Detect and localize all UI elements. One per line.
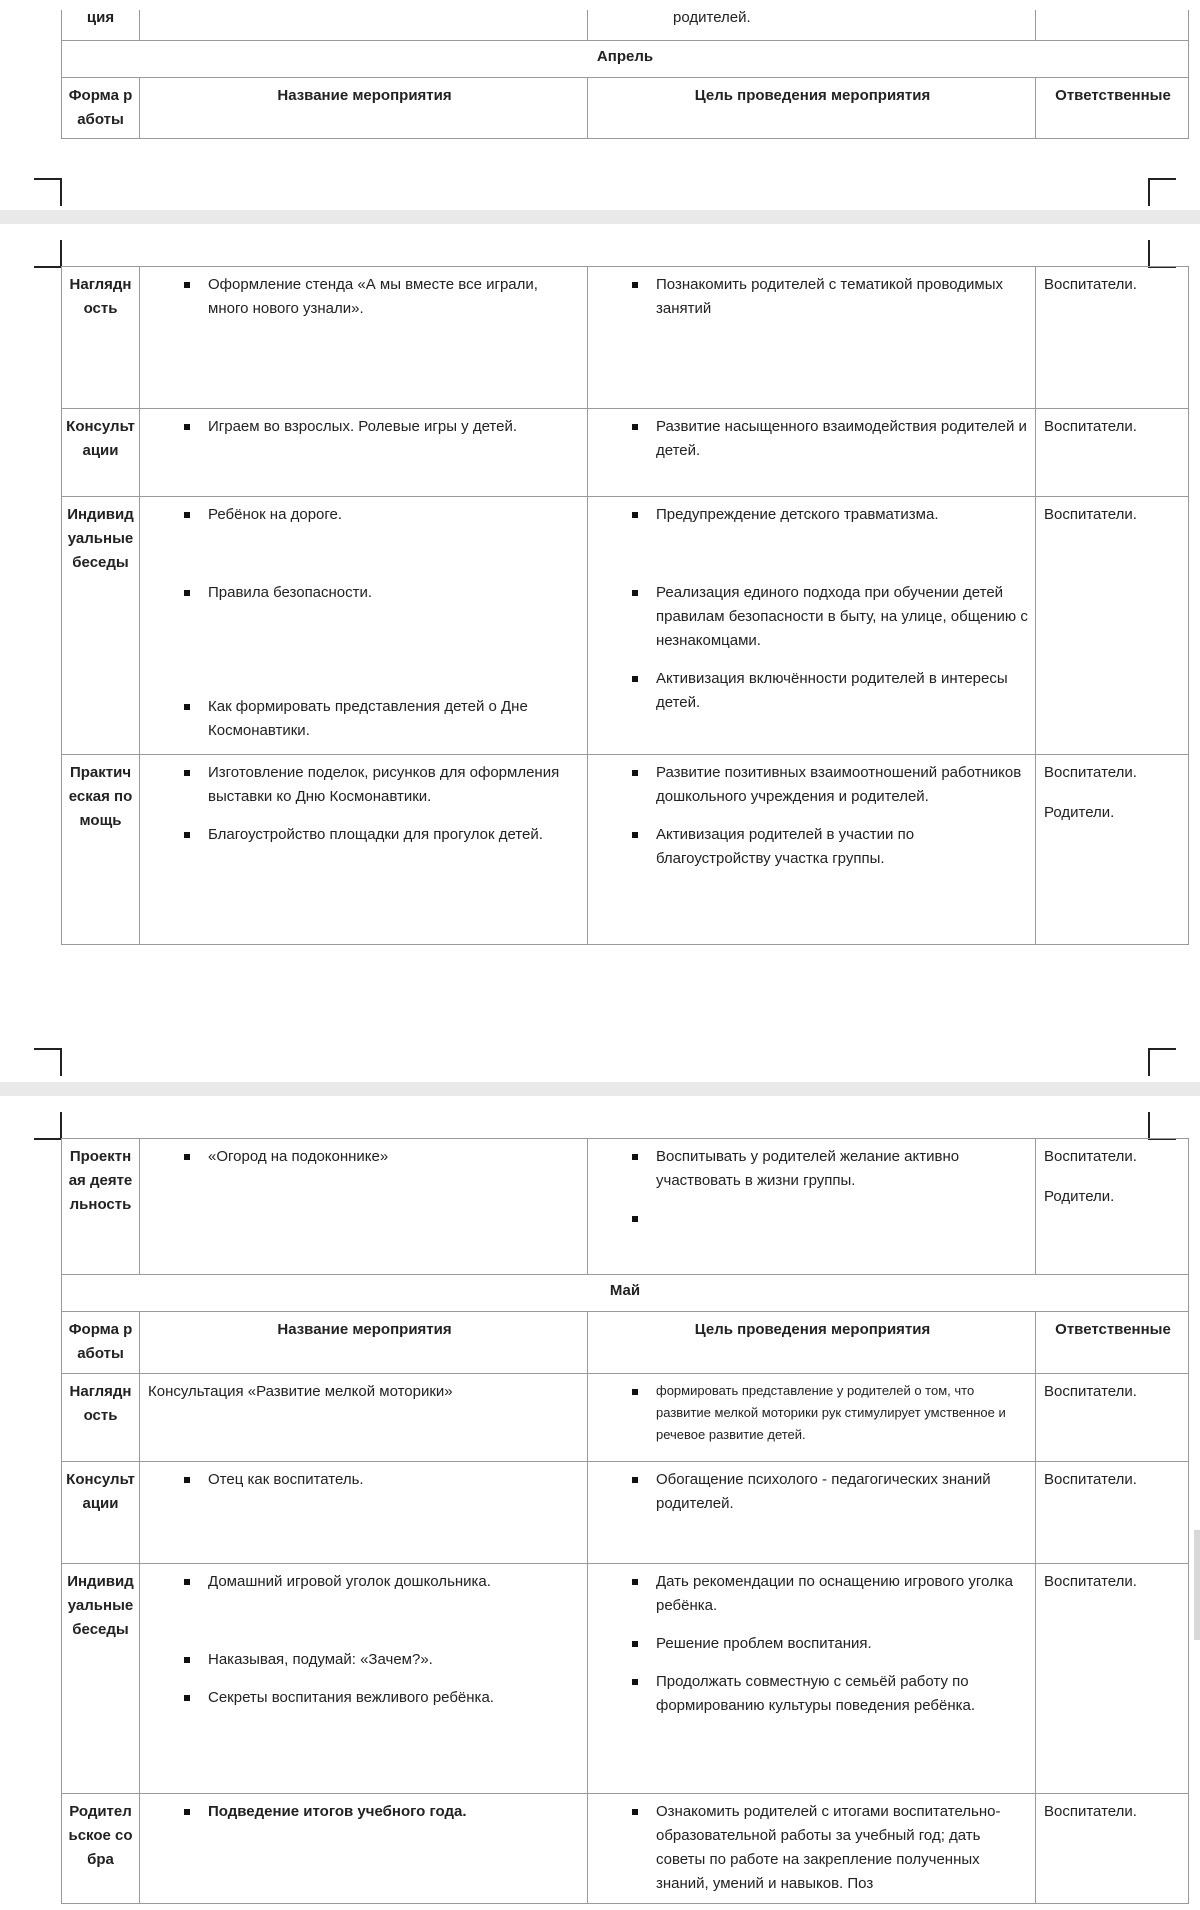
col-header-goal: Цель проведения мероприятия bbox=[588, 77, 1036, 138]
table-row: Наглядность Консультация «Развитие мелкой моторики» формировать представление у родителей о том, что развитие мелкой моторики рук стимулирует умственное и речевое развитие детей. Воспитатели. bbox=[62, 1374, 1189, 1462]
table-row: Проектная деятельность «Огород на подоконнике» Воспитывать у родителей желание активно участвовать в жизни группы. Воспитатели. Родители. bbox=[62, 1139, 1189, 1275]
table-row: Консультации Играем во взрослых. Ролевые игры у детей. Развитие насыщенного взаимодействия родителей и детей. Воспитатели. bbox=[62, 409, 1189, 497]
month-april: Апрель bbox=[62, 40, 1189, 77]
table-row: Наглядность Оформление стенда «А мы вместе все играли, много нового узнали». Познакомить родителей с тематикой проводимых занятий Воспитатели. bbox=[62, 267, 1189, 409]
april-table bbox=[61, 266, 1189, 945]
table-row: Индивидуальные беседы Домашний игровой уголок дошкольника. Наказывая, подумай: «Зачем?». Секреты воспитания вежливого ребёнка. Дать рекомендации по оснащению игрового уголка ребёнка. Решение проблем воспитания. Продолжать совместную с семьёй работу по формированию культуры поведения ребёнка. Воспитатели. bbox=[62, 1564, 1189, 1794]
may-table bbox=[61, 1138, 1189, 1904]
page-break bbox=[0, 210, 1200, 224]
april-header-table bbox=[61, 10, 1189, 139]
page-corner-mark bbox=[34, 178, 62, 206]
page-corner-mark bbox=[1148, 240, 1176, 268]
page-corner-mark bbox=[34, 1048, 62, 1076]
month-may: Май bbox=[62, 1275, 1189, 1312]
page-1 bbox=[0, 0, 1200, 180]
page-corner-mark bbox=[1148, 178, 1176, 206]
col-header-goal: Цель проведения мероприятия bbox=[588, 1312, 1036, 1374]
col-header-resp: Ответственные bbox=[1036, 1312, 1189, 1374]
col-header-name: Название мероприятия bbox=[140, 1312, 588, 1374]
page-3 bbox=[0, 1096, 1200, 1910]
col-header-name: Название мероприятия bbox=[140, 77, 588, 138]
col-header-form: Форма работы bbox=[62, 1312, 140, 1374]
prev-form-fragment: ция bbox=[62, 10, 140, 40]
table-row: Практическая помощь Изготовление поделок, рисунков для оформления выставки ко Дню Космонавтики. Благоустройство площадки для прогулок детей. Развитие позитивных взаимоотношений работников дошкольного учреждения и родителей. Активизация родителей в участии по благоустройству участка группы. Воспитатели. Родители. bbox=[62, 755, 1189, 945]
page-break bbox=[0, 1082, 1200, 1096]
table-row: Индивидуальные беседы Ребёнок на дороге. Правила безопасности. Как формировать представления детей о Дне Космонавтики. Предупреждение детского травматизма. Реализация единого подхода при обучении детей правилам безопасности в быту, на улице, общению с незнакомцами. Активизация включённости родителей в интересы детей. Воспитатели. bbox=[62, 497, 1189, 755]
page-corner-mark bbox=[34, 1112, 62, 1140]
table-row: Родительское собра Подведение итогов учебного года. Ознакомить родителей с итогами воспитательно-образовательной работы за учебный год; дать советы по работе на закрепление полученных знаний, умений и навыков. Поз Воспитатели. bbox=[62, 1794, 1189, 1904]
prev-goal-fragment: родителей. bbox=[588, 10, 1036, 40]
scrollbar[interactable] bbox=[1194, 1530, 1200, 1640]
page-corner-mark bbox=[34, 240, 62, 268]
col-header-resp: Ответственные bbox=[1036, 77, 1189, 138]
page-corner-mark bbox=[1148, 1048, 1176, 1076]
page-corner-mark bbox=[1148, 1112, 1176, 1140]
page-2 bbox=[0, 224, 1200, 944]
table-row: Консультации Отец как воспитатель. Обогащение психолого - педагогических знаний родителей. Воспитатели. bbox=[62, 1462, 1189, 1564]
col-header-form: Форма работы bbox=[62, 77, 140, 138]
